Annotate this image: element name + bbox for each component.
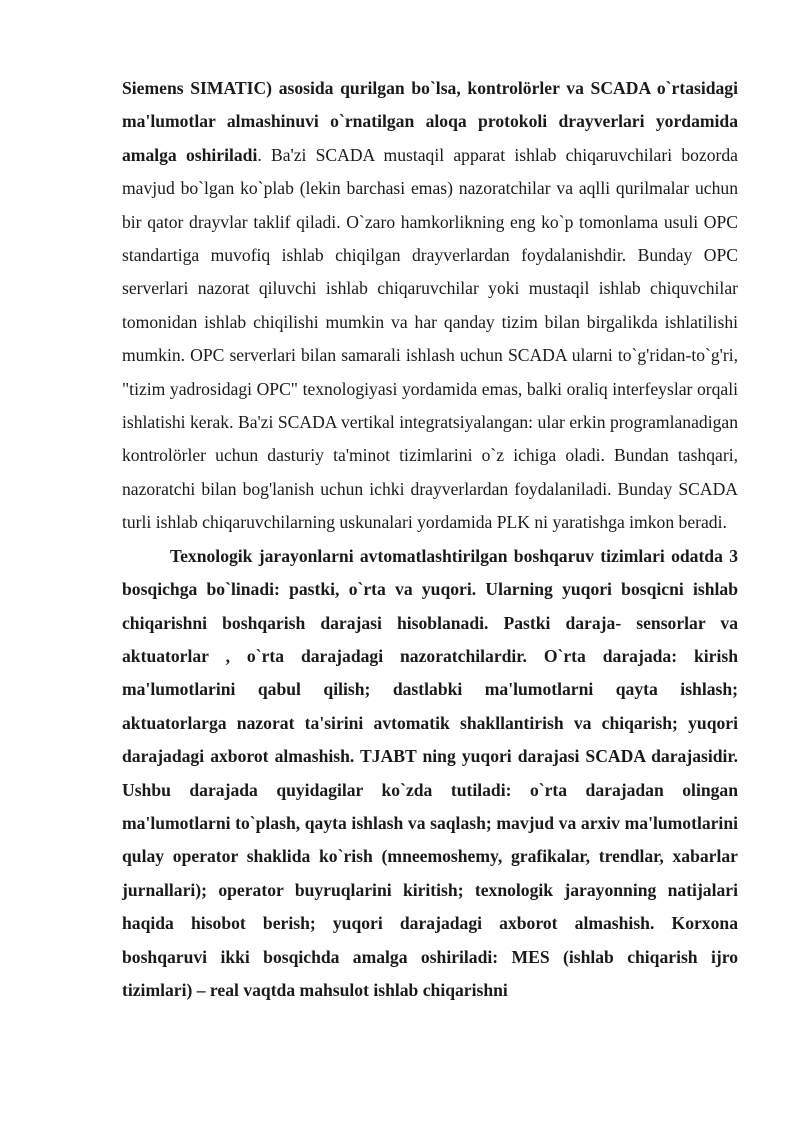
body-paragraph-2: Texnologik jarayonlarni avtomatlashtirilgan boshqaruv tizimlari odatda 3 bosqichga bo`linadi: pastki, o`rta va yuqori. Ularning yuqori bosqicni ishlab chiqarishni boshqarish darajasi hisoblanadi. Pastki daraja- sensorlar va aktuatorlar , o`rta darajadagi nazoratchilardir. O`rta darajada: kirish ma'lumotlarini qabul qilish; dastlabki ma'lumotlarni qayta ishlash; aktuatorlarga nazorat ta'sirini avtomatik shakllantirish va chiqarish; yuqori darajadagi axborot almashish. TJABT ning yuqori darajasi SCADA darajasidir. Ushbu darajada quyidagilar ko`zda tutiladi: o`rta darajadan olingan ma'lumotlarni to`plash, qayta ishlash va saqlash; mavjud va arxiv ma'lumotlarini qulay operator shaklida ko`rish (mneemoshemy, grafikalar, trendlar, xabarlar jurnallari); operator buyruqlarini kiritish; texnologik jarayonning natijalari haqida hisobot berish; yuqori darajadagi axborot almashish. Korxona boshqaruvi ikki bosqichda amalga oshiriladi: MES (ishlab chiqarish ijro tizimlari) – real vaqtda mahsulot ishlab chiqarishni [122,545,738,1000]
paragraph-1-text: . Ba'zi SCADA mustaqil apparat ishlab chiqaruvchilari bozorda mavjud bo`lgan ko`plab (lekin barchasi emas) nazoratchilar va aqlli qurilmalar uchun bir qator drayvlar taklif qiladi. O`zaro hamkorlikning eng ko`p tomonlama usuli OPC standartiga muvofiq ishlab chiqilgan drayverlardan foydalanishdir. Bunday OPC serverlari nazorat qiluvchi ishlab chiqaruvchilar yoki mustaqil ishlab chiquvchilar tomonidan ishlab chiqilishi mumkin va har qanday tizim bilan birgalikda ishlatilishi mumkin. OPC serverlari bilan samarali ishlash uchun SCADA ularni to`g'ridan-to`g'ri, "tizim yadrosidagi OPC" texnologiyasi yordamida emas, balki oraliq interfeyslar orqali ishlatishi kerak. Ba'zi SCADA vertikal integratsiyalangan: ular erkin programlanadigan kontrolörler uchun dasturiy ta'minot tizimlarini o`z ichiga oladi. Bundan tashqari, nazoratchi bilan bog'lanish uchun ichki drayverlardan foydalaniladi. Bunday SCADA turli ishlab chiqaruvchilarning uskunalari yordamida PLK ni yaratishga imkon beradi. [122,144,738,533]
paragraph-1-bold-lead: Siemens SIMATIC) asosida qurilgan bo`lsa, kontrolörler va SCADA o`rtasidagi ma'lumotlar almashinuvi o`rnatilgan aloqa protokoli drayverlari yordamida amalga oshiriladi [122,78,738,165]
document-page [122,72,738,1007]
body-paragraph-1 [122,72,738,540]
